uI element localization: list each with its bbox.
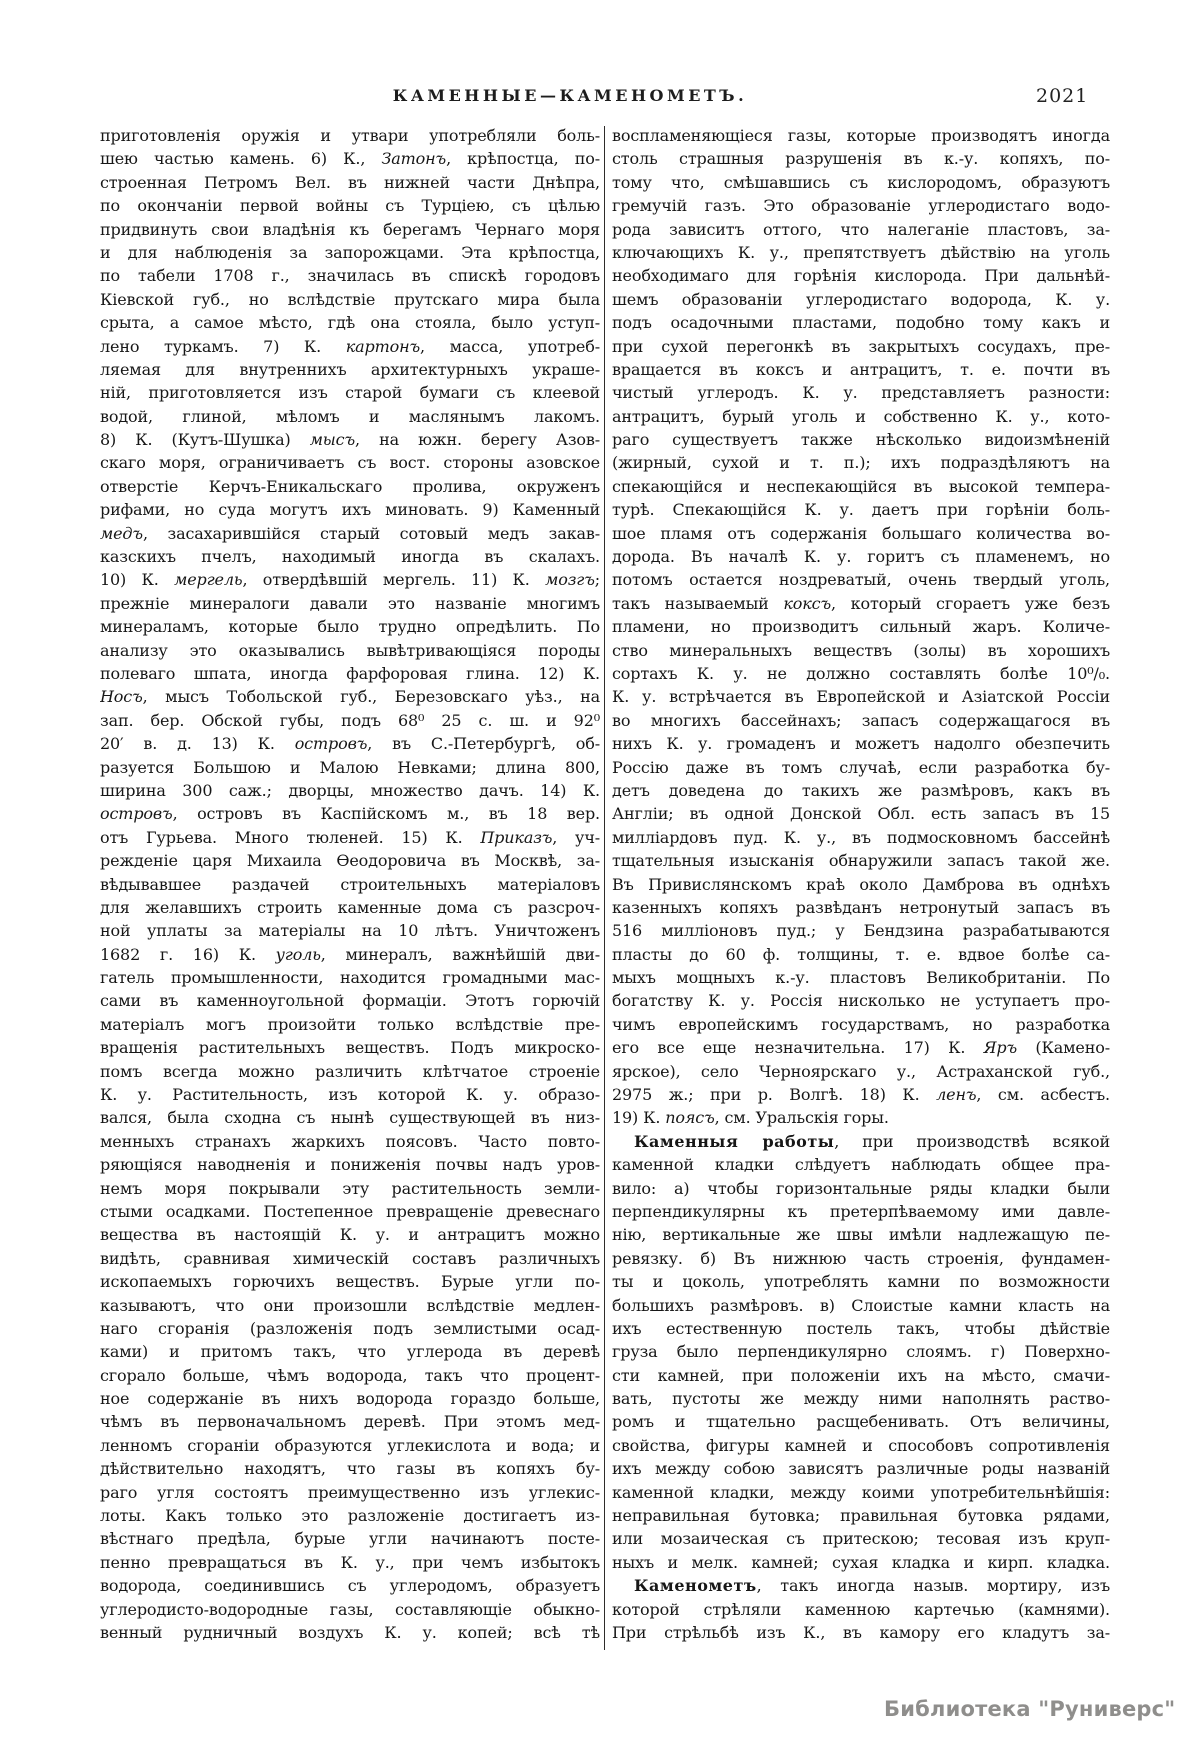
- text-line: островъ, островъ въ Каспійскомъ м., въ 18 вер.: [100, 804, 600, 824]
- text-line: гремучій газъ. Это образованіе углеродистаго водо-: [612, 196, 1110, 216]
- text-line: скаго моря, ограничиваетъ съ вост. стороны азовское: [100, 453, 600, 473]
- text-line: ное содержаніе въ нихъ водорода гораздо больше,: [100, 1389, 600, 1409]
- text-line: строенная Петромъ Вел. въ нижней части Днѣпра,: [100, 172, 600, 192]
- text-line: вращается въ коксъ и антрацитъ, т. е. почти въ: [612, 359, 1110, 379]
- text-line: К. у. Растительность, изъ которой К. у. образо-: [100, 1085, 600, 1105]
- column-divider-rule: [604, 126, 605, 1650]
- text-line: шемъ образованіи углеродистаго водорода, К. у.: [612, 289, 1110, 309]
- text-line: лено туркамъ. 7) К. картонъ, масса, употреб-: [100, 336, 600, 356]
- text-line: ихъ естественную постель такъ, чтобы дѣйствіе: [612, 1318, 1110, 1338]
- text-line: медъ, засахарившійся старый сотовый медъ закав-: [100, 523, 600, 543]
- text-line: К. у. встрѣчается въ Европейской и Азіатской Россіи: [612, 687, 1110, 707]
- text-line: чистый углеродъ. К. у. представляетъ разности:: [612, 383, 1110, 403]
- text-line: вѣстнаго предѣла, бурые угли начинаютъ посте-: [100, 1529, 600, 1549]
- text-line: тому что, смѣшавшись съ кислородомъ, образуютъ: [612, 172, 1110, 192]
- text-line: при сухой перегонкѣ въ закрытыхъ сосудахъ, пре-: [612, 336, 1110, 356]
- text-line: лоты. Какъ только это разложеніе достигаетъ из-: [100, 1506, 600, 1526]
- page-header-title: КАМЕННЫЕ—КАМЕНОМЕТЪ.: [392, 86, 748, 105]
- text-line: полеваго шпата, иногда фарфоровая глина. 12) К.: [100, 663, 600, 683]
- text-line: рода зависитъ оттого, что налеганіе пластовъ, за-: [612, 219, 1110, 239]
- text-line: потомъ остается ноздреватый, очень твердый уголь,: [612, 570, 1110, 590]
- text-line: подъ осадочными пластами, подобно тому какъ и: [612, 313, 1110, 333]
- text-line: вращенія растительныхъ веществъ. Подъ микроско-: [100, 1038, 600, 1058]
- text-line: 1682 г. 16) К. уголь, минералъ, важнѣйшій дви-: [100, 944, 600, 964]
- text-line: зап. бер. Обской губы, подъ 68⁰ 25 с. ш. и 92⁰: [100, 710, 600, 730]
- text-line: которой стрѣляли каменною картечью (камнями).: [612, 1599, 1110, 1619]
- text-line: турѣ. Спекающійся К. у. даетъ при горѣніи боль-: [612, 500, 1110, 520]
- text-line: свойства, фигуры камней и способовъ сопротивленія: [612, 1435, 1110, 1455]
- text-line: шею частью камень. 6) К., Затонъ, крѣпостца, по-: [100, 149, 600, 169]
- text-line: ляемая для внутреннихъ архитектурныхъ украше-: [100, 359, 600, 379]
- text-line: (жирный, сухой и т. п.); ихъ подраздѣляютъ на: [612, 453, 1110, 473]
- text-line: При стрѣльбѣ изъ К., въ камору его кладутъ за-: [612, 1623, 1110, 1642]
- text-line: ревязку. б) Въ нижнюю часть строенія, фундамен-: [612, 1248, 1110, 1268]
- text-line: водорода, соединившись съ углеродомъ, образуетъ: [100, 1576, 600, 1596]
- text-line: Англіи; въ одной Донской Обл. есть запасъ въ 15: [612, 804, 1110, 824]
- text-line: по окончаніи первой войны съ Турціею, съ цѣлью: [100, 196, 600, 216]
- text-line: вѣдывавшее раздачей строительныхъ матеріаловъ: [100, 874, 600, 894]
- text-line: раго угля состоятъ преимущественно изъ углекис-: [100, 1482, 600, 1502]
- text-line: ярское), село Черноярскаго у., Астраханской губ.,: [612, 1061, 1110, 1081]
- text-line: 20′ в. д. 13) К. островъ, въ С.-Петербургѣ, об-: [100, 734, 600, 754]
- text-line: детъ доведена до такихъ же размѣровъ, какъ въ: [612, 780, 1110, 800]
- text-line: ныхъ и мелк. камней; сухая кладка и кирп. кладка.: [612, 1552, 1110, 1572]
- text-line: шое пламя отъ содержанія большаго количества во-: [612, 523, 1110, 543]
- text-line: ній, приготовляется изъ старой бумаги съ клеевой: [100, 383, 600, 403]
- text-line: большихъ размѣровъ. в) Слоистые камни класть на: [612, 1295, 1110, 1315]
- text-line: водой, глиной, мѣломъ и маслянымъ лакомъ.: [100, 406, 600, 426]
- text-line: ты и цоколь, употреблять камни по возможности: [612, 1272, 1110, 1292]
- text-line: отверстіе Керчъ-Еникальскаго пролива, окруженъ: [100, 476, 600, 496]
- text-line: груза было перпендикулярно слоямъ. г) Поверхно-: [612, 1342, 1110, 1362]
- text-line: дорода. Въ началѣ К. у. горитъ съ пламенемъ, но: [612, 547, 1110, 567]
- text-line: пламени, но производитъ сильный жаръ. Количе-: [612, 617, 1110, 637]
- text-line: 2975 ж.; при р. Волгѣ. 18) К. ленъ, см. асбестъ.: [612, 1085, 1110, 1105]
- text-line: казываютъ, что они произошли вслѣдствіе медлен-: [100, 1295, 600, 1315]
- text-line: столь страшныя разрушенія въ к.-у. копяхъ, по-: [612, 149, 1110, 169]
- text-line: воспламеняющіеся газы, которые производятъ иногда: [612, 126, 1110, 145]
- text-line: Носъ, мысъ Тобольской губ., Березовскаго уѣз., на: [100, 687, 600, 707]
- text-line: сгорало больше, чѣмъ водорода, такъ что процент-: [100, 1365, 600, 1385]
- text-line: его все еще незначительна. 17) К. Яръ (Камено-: [612, 1038, 1110, 1058]
- text-line: прежніе минералоги давали это названіе многимъ: [100, 593, 600, 613]
- text-line: такъ называемый коксъ, который сгораетъ уже безъ: [612, 593, 1110, 613]
- text-line: разуется Большою и Малою Невками; длина 800,: [100, 757, 600, 777]
- text-column-right: [612, 124, 1110, 1644]
- text-line: минераламъ, которые было трудно опредѣлить. По: [100, 617, 600, 637]
- text-line: режденіе царя Михаила Ѳеодоровича въ Москвѣ, за-: [100, 851, 600, 871]
- text-line: анализу это оказывались вывѣтривающіяся породы: [100, 640, 600, 660]
- text-line: приготовленія оружія и утвари употребляли боль-: [100, 126, 600, 145]
- text-line: сти камней, при положеніи ихъ на мѣсто, смачи-: [612, 1365, 1110, 1385]
- library-watermark: Библиотека "Руниверс": [884, 1697, 1176, 1721]
- text-line: 19) К. поясъ, см. Уральскія горы.: [612, 1108, 889, 1128]
- text-line: дѣйствительно находятъ, что газы въ копяхъ бу-: [100, 1459, 600, 1479]
- text-line: вило: а) чтобы горизонтальные ряды кладки были: [612, 1178, 1110, 1198]
- text-line: вать, пустоты же между ними наполнять раство-: [612, 1389, 1110, 1409]
- text-line: ленномъ сгораніи образуются углекислота и вода; и: [100, 1435, 600, 1455]
- text-line: вался, была сходна съ нынѣ существующей въ низ-: [100, 1108, 600, 1128]
- text-line: для желавшихъ строить каменные дома съ разсроч-: [100, 897, 600, 917]
- text-line: ной уплаты за матеріалы на 10 лѣтъ. Уничтоженъ: [100, 921, 600, 941]
- text-line: чѣмъ въ первоначальномъ деревѣ. При этомъ мед-: [100, 1412, 600, 1432]
- text-line: матеріалъ могъ произойти только вслѣдствіе пре-: [100, 1014, 600, 1034]
- text-line: ископаемыхъ горючихъ веществъ. Бурые угли по-: [100, 1272, 600, 1292]
- text-line: во многихъ бассейнахъ; запасъ содержащагося въ: [612, 710, 1110, 730]
- text-line: спекающійся и неспекающійся въ высокой темпера-: [612, 476, 1110, 496]
- text-line: ками) и притомъ такъ, что углерода въ деревѣ: [100, 1342, 600, 1362]
- text-line: или мозаическая съ притескою; тесовая изъ круп-: [612, 1529, 1110, 1549]
- text-line: помъ всегда можно различить клѣтчатое строеніе: [100, 1061, 600, 1081]
- text-line: немъ моря покрывали эту растительность земли-: [100, 1178, 600, 1198]
- text-line: вещества въ настоящій К. у. и антрацитъ можно: [100, 1225, 600, 1245]
- text-line: рифами, но суда могутъ ихъ миновать. 9) Каменный: [100, 500, 600, 520]
- text-line: стыми осадками. Постепенное превращеніе древеснаго: [100, 1201, 600, 1221]
- text-line: ство минеральныхъ веществъ (золы) въ хорошихъ: [612, 640, 1110, 660]
- text-line: нихъ К. у. громаденъ и можетъ надолго обезпечить: [612, 734, 1110, 754]
- text-line: тщательныя изысканія обнаружили запасъ такой же.: [612, 851, 1110, 871]
- text-line: 516 милліоновъ пуд.; у Бендзина разрабатываются: [612, 921, 1110, 941]
- text-line: Россію даже въ томъ случаѣ, если разработка бу-: [612, 757, 1110, 777]
- text-line: милліардовъ пуд. К. у., въ подмосковномъ бассейнѣ: [612, 827, 1110, 847]
- text-line: Кіевской губ., но вслѣдствіе прутскаго мира была: [100, 289, 600, 309]
- text-line: 8) К. (Кутъ-Шушка) мысъ, на южн. берегу Азов-: [100, 430, 600, 450]
- text-line: казенныхъ копяхъ развѣданъ нетронутый запасъ въ: [612, 897, 1110, 917]
- text-line: казскихъ пчелъ, находимый иногда въ скалахъ.: [100, 547, 600, 567]
- text-line: чимъ европейскимъ государствамъ, но разработка: [612, 1014, 1110, 1034]
- text-line: 10) К. мергель, отвердѣвшій мергель. 11) К. мозгъ;: [100, 570, 600, 590]
- text-line: антрацитъ, бурый уголь и собственно К. у., кото-: [612, 406, 1110, 426]
- text-line: ширина 300 саж.; дворцы, множество дачъ. 14) К.: [100, 780, 600, 800]
- text-line: срыта, а самое мѣсто, гдѣ она стояла, было уступ-: [100, 313, 600, 333]
- page-number: 2021: [1036, 85, 1089, 107]
- text-line: сами въ каменноугольной формаціи. Этотъ горючій: [100, 991, 600, 1011]
- text-line: Въ Привислянскомъ краѣ около Дамброва въ однѣхъ: [612, 874, 1110, 894]
- text-column-left: [100, 124, 600, 1644]
- text-line: и для наблюденія за запорожцами. Эта крѣпостца,: [100, 242, 600, 262]
- text-line: ихъ между собою зависятъ различные роды названій: [612, 1459, 1110, 1479]
- text-line: пенно превращаться въ К. у., при чемъ избытокъ: [100, 1552, 600, 1572]
- text-line: пласты до 60 ф. толщины, т. е. вдвое болѣе са-: [612, 944, 1110, 964]
- text-line: каменной кладки, между коими употребительнѣйшія:: [612, 1482, 1110, 1502]
- text-line: нію, вертикальные же швы имѣли надлежащую пе-: [612, 1225, 1110, 1245]
- text-line: неправильная бутовка; правильная бутовка рядами,: [612, 1506, 1110, 1526]
- text-line: видѣть, сравнивая химическій составъ различныхъ: [100, 1248, 600, 1268]
- text-line: раго существуетъ также нѣсколько видоизмѣненій: [612, 430, 1110, 450]
- text-line: менныхъ странахъ жаркихъ поясовъ. Часто повто-: [100, 1131, 600, 1151]
- text-line: ряющіяся наводненія и пониженія почвы надъ уров-: [100, 1155, 600, 1175]
- text-line: придвинуть свои владѣнія къ берегамъ Чернаго моря: [100, 219, 600, 239]
- text-line: каменной кладки слѣдуетъ наблюдать общее пра-: [612, 1155, 1110, 1175]
- text-line: углеродисто-водородные газы, составляющіе обыкно-: [100, 1599, 600, 1619]
- text-line: отъ Гурьева. Много тюленей. 15) К. Приказъ, уч-: [100, 827, 600, 847]
- text-line: гатель промышленности, находится громадными мас-: [100, 968, 600, 988]
- text-line: ключающихъ К. у., препятствуетъ дѣйствію на уголь: [612, 242, 1110, 262]
- text-line: необходимаго для горѣнія кислорода. При дальнѣй-: [612, 266, 1110, 286]
- text-line: Каменометъ, такъ иногда назыв. мортиру, изъ: [634, 1576, 1110, 1596]
- text-line: ромъ и тщательно расщебенивать. Отъ величины,: [612, 1412, 1110, 1432]
- text-line: сортахъ К. у. не должно составлять болѣе 10⁰/₀.: [612, 663, 1110, 683]
- text-line: Каменныя работы, при производствѣ всякой: [634, 1131, 1110, 1151]
- text-line: венный рудничный воздухъ К. у. копей; всѣ тѣ: [100, 1623, 600, 1642]
- text-line: наго сгоранія (разложенія подъ землистыми осад-: [100, 1318, 600, 1338]
- text-line: перпендикулярны къ претерпѣваемому ими давле-: [612, 1201, 1110, 1221]
- text-line: по табели 1708 г., значилась въ спискѣ городовъ: [100, 266, 600, 286]
- text-line: богатству К. у. Россія нисколько не уступаетъ про-: [612, 991, 1110, 1011]
- text-line: мыхъ мощныхъ к.-у. пластовъ Великобританіи. По: [612, 968, 1110, 988]
